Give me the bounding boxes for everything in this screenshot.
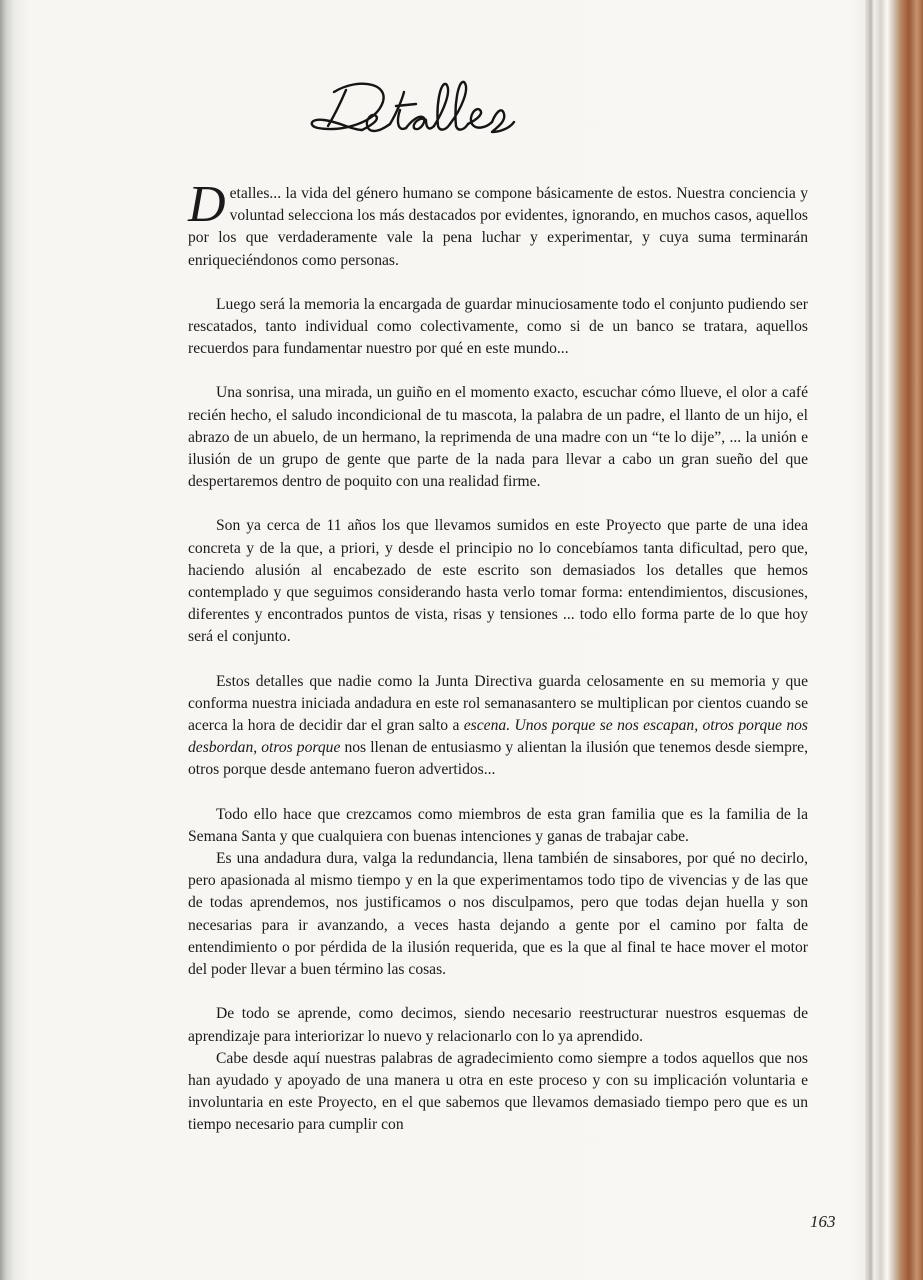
paragraph-3: Una sonrisa, una mirada, un guiño en el momento exacto, escuchar cómo llueve, el olor a café recién hecho, el saludo incondicional de tu mascota, la palabra de un padre, el llanto de un hijo, el abrazo de un abuelo, de un hermano, la reprimenda de una madre con un “te lo dije”, ... la unión e ilusión de un grupo de gente que parte de la nada para llevar a cabo un gran sueño del que despertaremos dentro de poquito con una realidad firme.: [188, 384, 808, 491]
handwritten-title-script: [300, 70, 540, 160]
paragraph-2: Luego será la memoria la encargada de guardar minuciosamente todo el conjunto pudiendo ser rescatados, tanto individual como colectivamente, como si de un banco se tratara, aquellos recuerdos para fundamentar nuestro por qué en este mundo...: [188, 295, 808, 358]
paragraph-5: [188, 671, 808, 782]
page-title: [300, 70, 540, 160]
page-number: 163: [810, 1212, 836, 1231]
paragraph-1-text: etalles... la vida del género humano se compone básicamente de estos. Nuestra conciencia y voluntad selecciona los más destacados por evidentes, ignorando, en muchos casos, aquellos por los que verdaderamente vale la pena luchar y experimentar, y cuya suma terminarán enriqueciéndonos como personas.: [188, 185, 808, 269]
paragraph-1: [188, 176, 808, 272]
paragraph-7: Es una andadura dura, valga la redundancia, llena también de sinsabores, por qué no decirlo, pero apasionada al mismo tiempo y en la que experimentamos todo tipo de vivencias y de las que de todas aprendemos, nos justificamos o nos disculpamos, pero que todas dejan huella y son necesarias para ir avanzando, a veces hasta dejando a gente por el camino por falta de entendimiento o por pérdida de la ilusión requerida, que es la que al final te hace mover el motor del poder llevar a buen término las cosas.: [188, 850, 808, 979]
paragraph-5-italic: escena. Unos porque se nos escapan, otros porque nos desbordan, otros porque: [188, 717, 808, 757]
paragraph-9: Cabe desde aquí nuestras palabras de agradecimiento como siempre a todos aquellos que nos han ayudado y apoyado de una manera u otra en este proceso y con su implicación voluntaria e involuntaria en este Proyecto, en el que sabemos que llevamos demasiado tiempo pero que es un tiempo necesario para cumplir con: [188, 1049, 808, 1134]
paragraph-6: Todo ello hace que crezcamos como miembros de esta gran familia que es la familia de la Semana Santa y que cualquiera con buenas intenciones y ganas de trabajar cabe.: [188, 805, 808, 845]
article-body: [188, 176, 808, 1137]
paragraph-5-text-a: Estos detalles que nadie como la Junta Directiva guarda celosamente en su memoria y que conforma nuestra iniciada andadura en este rol semanasantero se multiplican por cientos cuando se acerca la hora de decidir dar el gran salto a: [188, 672, 808, 735]
paragraph-4: Son ya cerca de 11 años los que llevamos sumidos en este Proyecto que parte de una idea concreta y de la que, a priori, y desde el principio no lo concebíamos tanta dificultad, pero que, haciendo alusión al encabezado de este escrito son demasiados los detalles que hemos contemplado y que seguimos considerando hasta verlo tomar forma: entendimientos, discusiones, diferentes y encontrados puntos de vista, risas y tensiones ... todo ello forma parte de lo que hoy será el conjunto.: [188, 517, 808, 646]
paragraph-5-text-b: nos llenan de entusiasmo y alientan la ilusión que tenemos desde siempre, otros porque desde antemano fueron advertidos...: [188, 739, 808, 779]
paragraph-8: De todo se aprende, como decimos, siendo necesario reestructurar nuestros esquemas de aprendizaje para interiorizar lo nuevo y relacionarlo con lo ya aprendido.: [188, 1005, 808, 1045]
drop-cap: D: [188, 176, 226, 233]
book-binding-edge: [865, 0, 923, 1280]
